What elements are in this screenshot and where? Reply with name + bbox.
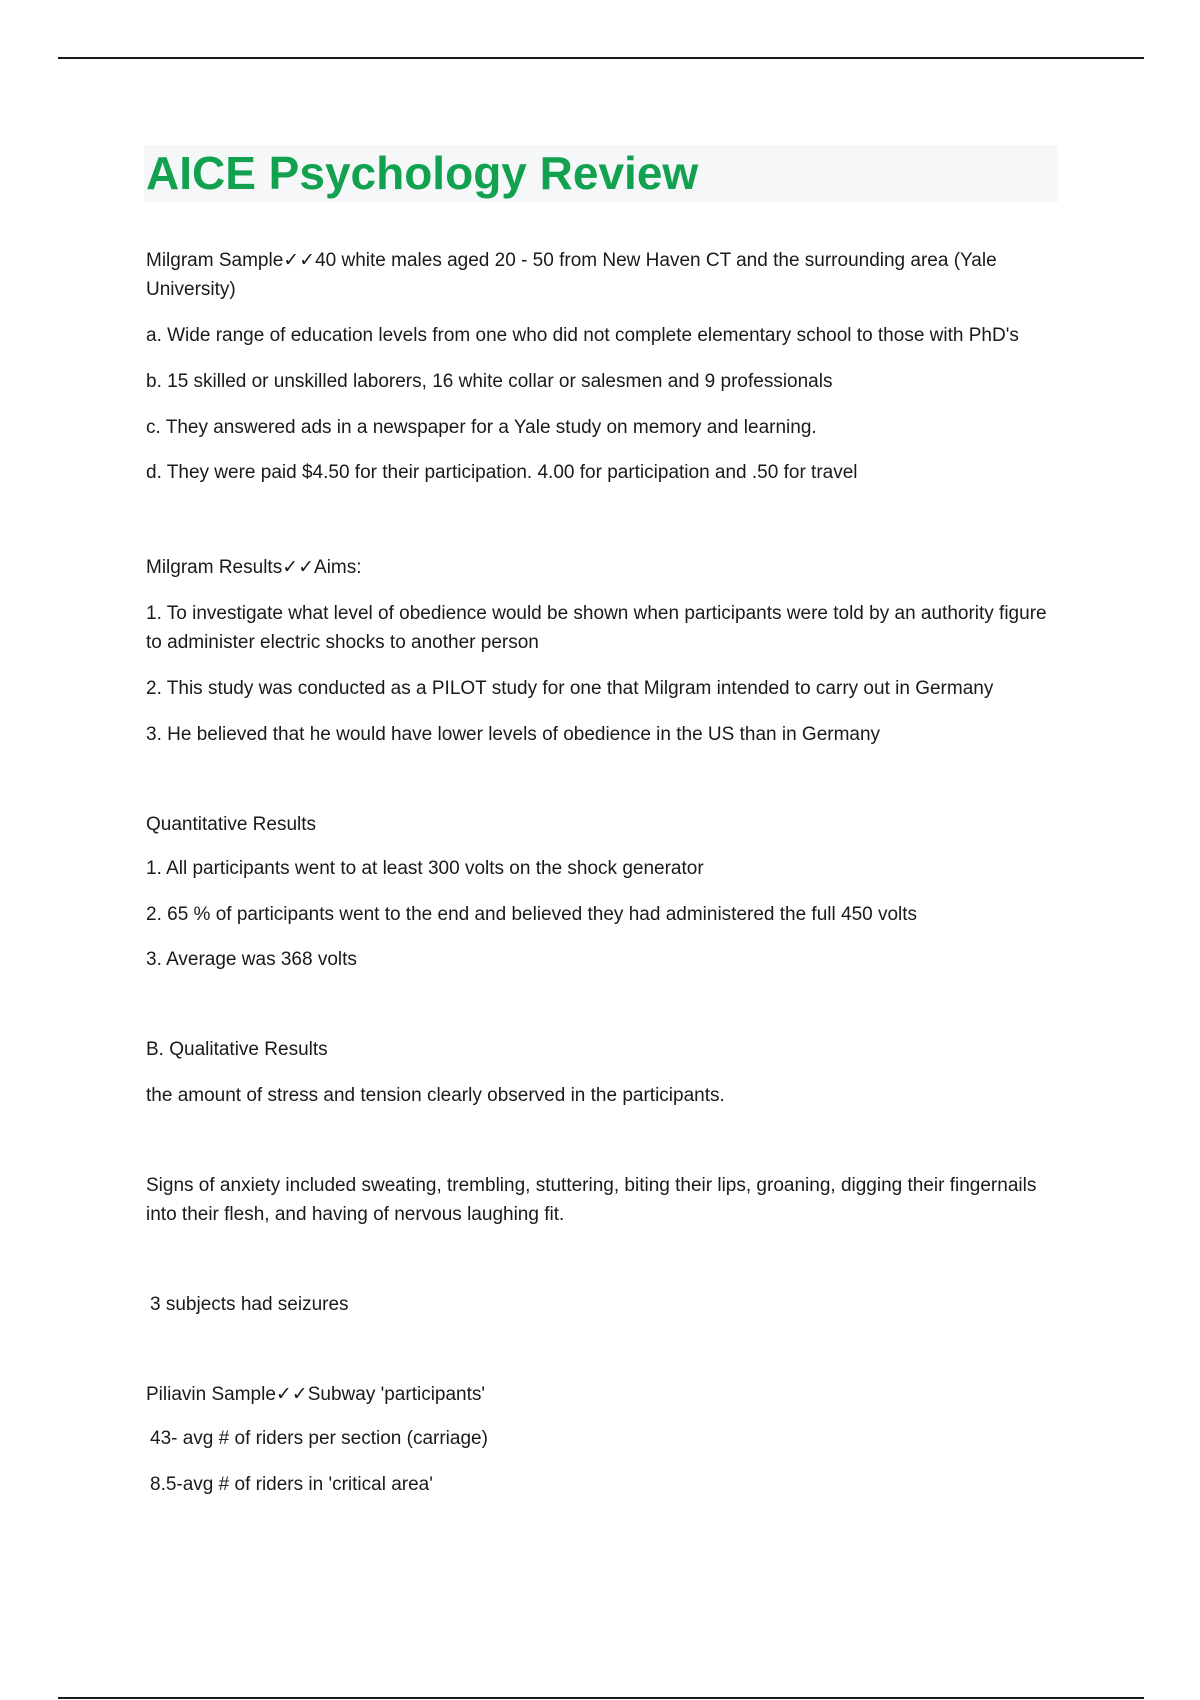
footer-rule xyxy=(58,1697,1144,1699)
paragraph-milgram-results: Milgram Results✓✓Aims: xyxy=(146,557,362,578)
paragraph-qualitative-anxiety: Signs of anxiety included sweating, trembling, stuttering, biting their lips, groaning, digging their fingernails into their flesh, and having of nervous laughing fit. xyxy=(146,1175,1037,1225)
document-title: AICE Psychology Review xyxy=(146,147,699,199)
paragraph-qualitative-heading: B. Qualitative Results xyxy=(146,1039,328,1060)
paragraph-milgram-sample-c: c. They answered ads in a newspaper for a Yale study on memory and learning. xyxy=(146,417,817,438)
header-rule xyxy=(58,57,1144,59)
paragraph-milgram-sample-b: b. 15 skilled or unskilled laborers, 16 white collar or salesmen and 9 professionals xyxy=(146,371,833,392)
paragraph-milgram-aim-1: 1. To investigate what level of obedience would be shown when participants were told by an authority figure to administer electric shocks to another person xyxy=(146,603,1047,653)
paragraph-piliavin-critical-area: 8.5-avg # of riders in 'critical area' xyxy=(150,1474,433,1495)
paragraph-qualitative-stress: the amount of stress and tension clearly observed in the participants. xyxy=(146,1085,725,1106)
paragraph-quantitative-1: 1. All participants went to at least 300 volts on the shock generator xyxy=(146,858,704,879)
document-body xyxy=(146,246,1066,1499)
paragraph-seizures: 3 subjects had seizures xyxy=(150,1294,349,1315)
paragraph-quantitative-2: 2. 65 % of participants went to the end and believed they had administered the full 450 volts xyxy=(146,904,918,925)
paragraph-piliavin-riders-section: 43- avg # of riders per section (carriage) xyxy=(150,1428,488,1449)
paragraph-piliavin-sample: Piliavin Sample✓✓Subway 'participants' xyxy=(146,1384,486,1405)
paragraph-milgram-aim-2: 2. This study was conducted as a PILOT study for one that Milgram intended to carry out in Germany xyxy=(146,678,994,699)
paragraph-milgram-sample-d: d. They were paid $4.50 for their participation. 4.00 for participation and .50 for travel xyxy=(146,462,858,483)
paragraph-milgram-aim-3: 3. He believed that he would have lower levels of obedience in the US than in Germany xyxy=(146,724,881,745)
paragraph-milgram-sample: Milgram Sample✓✓40 white males aged 20 - 50 from New Haven CT and the surrounding area (Yale University) xyxy=(146,250,997,300)
paragraph-milgram-sample-a: a. Wide range of education levels from one who did not complete elementary school to those with PhD's xyxy=(146,325,1019,346)
paragraph-quantitative-heading: Quantitative Results xyxy=(146,814,317,835)
paragraph-quantitative-3: 3. Average was 368 volts xyxy=(146,949,357,970)
